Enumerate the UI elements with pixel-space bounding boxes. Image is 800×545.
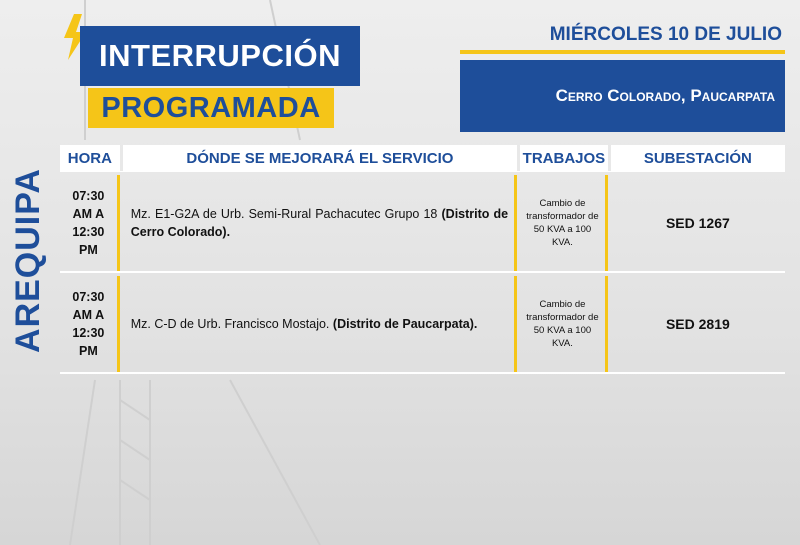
cell-donde <box>123 175 517 271</box>
cell-trabajos: Cambio de transformador de 50 KVA a 100 KVA. <box>520 276 608 372</box>
distrito-text: (Distrito de Paucarpata). <box>332 317 478 331</box>
header-subestacion: SUBESTACIÓN <box>611 145 785 171</box>
hora-start: 07:30 <box>72 290 105 304</box>
schedule-table <box>60 145 785 374</box>
title-programada <box>88 88 334 128</box>
title-line1: INTERRUPCIÓN <box>99 38 341 73</box>
cell-subestacion: SED 1267 <box>665 215 730 231</box>
hora-end-suffix: PM <box>78 243 98 257</box>
title-interrupcion <box>80 26 360 86</box>
hora-start-suffix: AM A <box>72 207 105 221</box>
header-trabajos: TRABAJOS <box>520 145 608 171</box>
header-donde: DÓNDE SE MEJORARÁ EL SERVICIO <box>123 145 517 171</box>
cell-subestacion: SED 2819 <box>665 316 730 332</box>
location-label: Cerro Colorado, Paucarpata <box>555 86 775 105</box>
hora-start: 07:30 <box>72 189 105 203</box>
table-row <box>60 276 785 374</box>
table-row <box>60 175 785 273</box>
hora-end: 12:30 <box>72 225 105 239</box>
hora-start-suffix: AM A <box>72 308 105 322</box>
cell-donde <box>123 276 517 372</box>
table-header <box>60 145 785 172</box>
cell-trabajos: Cambio de transformador de 50 KVA a 100 KVA. <box>520 175 608 271</box>
title-line2: PROGRAMADA <box>101 91 321 124</box>
city-name: AREQUIPA <box>8 167 47 353</box>
distrito-text: (Distrito de Cerro Colorado). <box>130 207 509 239</box>
city-label-vertical <box>8 155 48 365</box>
date-divider <box>460 50 785 54</box>
location-banner <box>460 60 785 132</box>
hora-end: 12:30 <box>72 326 105 340</box>
hora-end-suffix: PM <box>78 344 98 358</box>
header-hora: HORA <box>60 145 120 171</box>
donde-text: Mz. C-D de Urb. Francisco Mostajo. <box>130 317 330 331</box>
date-label: MIÉRCOLES 10 DE JULIO <box>549 24 782 45</box>
cell-hora <box>60 175 120 271</box>
cell-hora <box>60 276 120 372</box>
donde-text: Mz. E1-G2A de Urb. Semi-Rural Pachacutec Grupo 18 <box>130 207 438 221</box>
